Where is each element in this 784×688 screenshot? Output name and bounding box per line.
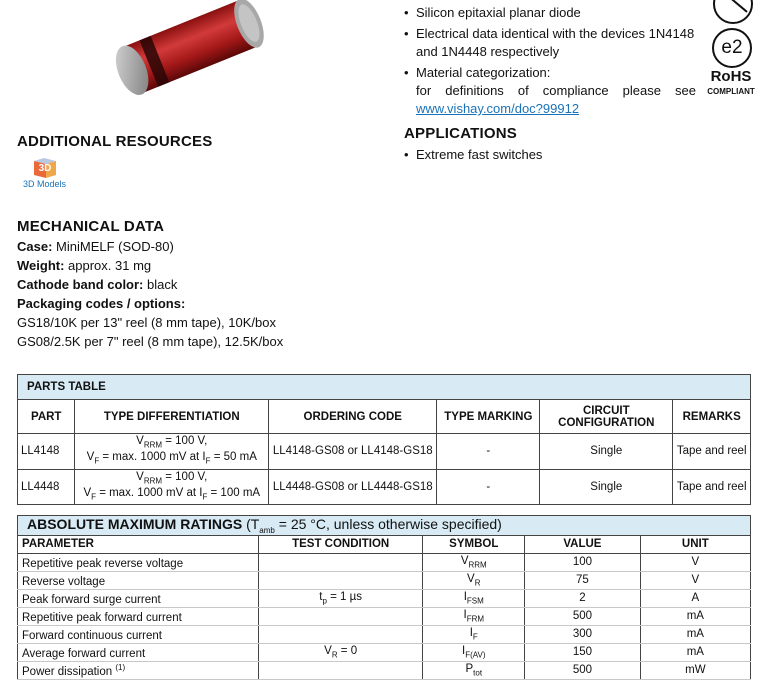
- cell-value: 300: [525, 625, 641, 643]
- feature-item: • Silicon epitaxial planar diode: [404, 4, 696, 22]
- weight-row: Weight: approx. 31 mg: [17, 258, 152, 273]
- cell-parameter: Repetitive peak reverse voltage: [18, 553, 259, 571]
- cell-unit: mW: [640, 661, 750, 679]
- 3d-badge-text: 3D: [38, 163, 52, 174]
- rohs-compliant-label: COMPLIANT: [707, 87, 755, 96]
- col-header-remarks: REMARKS: [673, 400, 751, 434]
- cell-test-condition: [258, 607, 422, 625]
- cell-type-marking: -: [437, 434, 540, 470]
- cell-part: LL4448: [18, 469, 75, 505]
- table-row: [18, 553, 751, 571]
- cell-unit: mA: [640, 625, 750, 643]
- table-row: [18, 589, 751, 607]
- cell-remarks: Tape and reel: [673, 434, 751, 470]
- cell-value: 500: [525, 661, 641, 679]
- application-item: • Extreme fast switches: [404, 146, 542, 164]
- col-header-value: VALUE: [525, 535, 641, 553]
- cell-unit: V: [640, 553, 750, 571]
- cell-part: LL4148: [18, 434, 75, 470]
- mechanical-data: [17, 237, 377, 351]
- table-row: [18, 625, 751, 643]
- 3d-models-cube-icon[interactable]: [30, 157, 58, 179]
- table-row: [18, 571, 751, 589]
- cell-value: 150: [525, 643, 641, 661]
- cell-parameter: Reverse voltage: [18, 571, 259, 589]
- rohs-badge: RoHS: [710, 68, 752, 85]
- cell-test-condition: [258, 661, 422, 679]
- cell-test-condition: [258, 571, 422, 589]
- cell-test-condition: $V_R = 0$: [258, 643, 422, 661]
- cell-parameter: Average forward current: [18, 643, 259, 661]
- cell-value: 75: [525, 571, 641, 589]
- cell-value: 100: [525, 553, 641, 571]
- cell-unit: A: [640, 589, 750, 607]
- table-row: [18, 434, 751, 470]
- packaging-line: GS08/2.5K per 7" reel (8 mm tape), 12.5K/box: [17, 334, 284, 349]
- feature-item: • Material categorization: for definitions of compliance please see www.vishay.com/doc?99912: [404, 64, 696, 118]
- cell-type-differentiation: $V_{RRM} = 100$ V, $V_F = \max$. 1000 mV at $I_F = 50$ mA: [75, 434, 269, 470]
- cell-type-differentiation: $V_{RRM} = 100$ V, $V_F = \max$. 1000 mV at $I_F = 100$ mA: [75, 469, 269, 505]
- cell-symbol: $V_{RRM}$: [423, 553, 525, 571]
- applications-title: APPLICATIONS: [404, 125, 517, 142]
- applications-list: [404, 146, 542, 167]
- 3d-models-link[interactable]: 3D Models: [23, 179, 67, 189]
- cell-ordering-code: LL4148-GS08 or LL4148-GS18: [269, 434, 437, 470]
- cell-ordering-code: LL4448-GS08 or LL4448-GS18: [269, 469, 437, 505]
- cell-symbol: $I_F$: [423, 625, 525, 643]
- col-header-part: PART: [18, 400, 75, 434]
- compliance-link[interactable]: www.vishay.com/doc?99912: [416, 101, 580, 116]
- cell-unit: mA: [640, 643, 750, 661]
- col-header-ordering-code: ORDERING CODE: [269, 400, 437, 434]
- pb-free-badge-icon: [713, 0, 753, 24]
- cell-symbol: $I_{FRM}$: [423, 607, 525, 625]
- cell-test-condition: $t_p = 1$ µs: [258, 589, 422, 607]
- cell-type-marking: -: [437, 469, 540, 505]
- col-header-circuit-configuration: CIRCUIT CONFIGURATION: [540, 400, 673, 434]
- amr-table-title: ABSOLUTE MAXIMUM RATINGS ($T_{amb} = 25$ °C, unless otherwise specified): [18, 516, 751, 536]
- parts-table-title: PARTS TABLE: [18, 375, 751, 400]
- table-row: [18, 643, 751, 661]
- cell-parameter: Forward continuous current: [18, 625, 259, 643]
- col-header-unit: UNIT: [640, 535, 750, 553]
- e2-badge: e2: [712, 28, 752, 68]
- cell-unit: V: [640, 571, 750, 589]
- cell-test-condition: [258, 625, 422, 643]
- col-header-test-condition: TEST CONDITION: [258, 535, 422, 553]
- feature-item: • Electrical data identical with the devices 1N4148 and 1N4448 respectively: [404, 25, 696, 61]
- cell-symbol: $V_R$: [423, 571, 525, 589]
- table-row: [18, 469, 751, 505]
- absolute-maximum-ratings-table: [17, 515, 751, 680]
- cathode-band-row: Cathode band color: black: [17, 277, 178, 292]
- compliance-text: for definitions of compliance please see: [416, 83, 696, 98]
- cell-circuit-configuration: Single: [540, 469, 673, 505]
- diode-product-image: [100, 0, 280, 96]
- cell-value: 500: [525, 607, 641, 625]
- table-row: [18, 607, 751, 625]
- additional-resources-title: ADDITIONAL RESOURCES: [17, 133, 213, 150]
- case-row: Case: MiniMELF (SOD-80): [17, 239, 174, 254]
- cell-symbol: $P_{tot}$: [423, 661, 525, 679]
- col-header-symbol: SYMBOL: [423, 535, 525, 553]
- col-header-parameter: PARAMETER: [18, 535, 259, 553]
- parts-table: [17, 374, 751, 505]
- cell-parameter: Peak forward surge current: [18, 589, 259, 607]
- cell-circuit-configuration: Single: [540, 434, 673, 470]
- cell-value: 2: [525, 589, 641, 607]
- col-header-type-differentiation: TYPE DIFFERENTIATION: [75, 400, 269, 434]
- cell-remarks: Tape and reel: [673, 469, 751, 505]
- cell-parameter: Power dissipation $^{(1)}$: [18, 661, 259, 679]
- col-header-type-marking: TYPE MARKING: [437, 400, 540, 434]
- cell-unit: mA: [640, 607, 750, 625]
- cell-symbol: $I_{F(AV)}$: [423, 643, 525, 661]
- packaging-label: Packaging codes / options:: [17, 296, 186, 311]
- table-row: [18, 661, 751, 679]
- packaging-line: GS18/10K per 13" reel (8 mm tape), 10K/box: [17, 315, 276, 330]
- cell-symbol: $I_{FSM}$: [423, 589, 525, 607]
- features-section: [404, 4, 696, 121]
- cell-parameter: Repetitive peak forward current: [18, 607, 259, 625]
- cell-test-condition: [258, 553, 422, 571]
- mechanical-data-title: MECHANICAL DATA: [17, 218, 165, 235]
